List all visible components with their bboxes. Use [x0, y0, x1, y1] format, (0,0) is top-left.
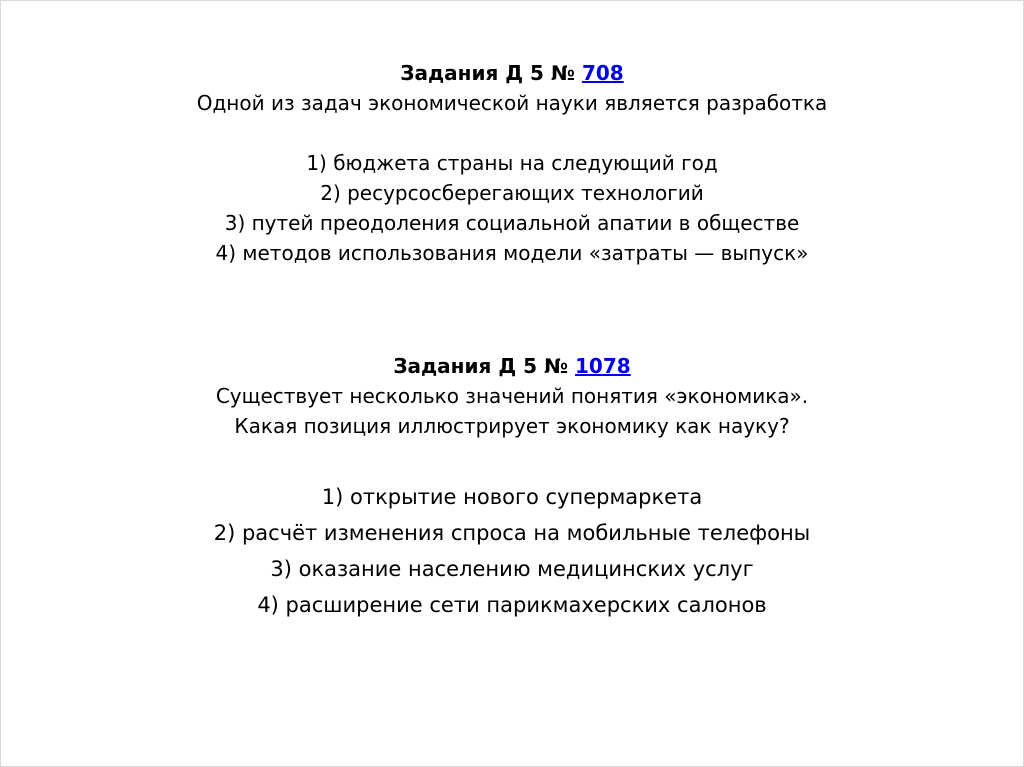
task-1078-number-link[interactable]: 1078	[575, 354, 631, 378]
task-1078-question-line-2: Какая позиция иллюстрирует экономику как науку?	[234, 414, 790, 438]
task-1078-option-1: 1) открытие нового супермаркета	[321, 485, 703, 509]
task-708-option-1: 1) бюджета страны на следующий год	[306, 151, 718, 175]
task-1078-option-4: 4) расширение сети парикмахерских салонов	[257, 593, 767, 617]
task-1078-option-2: 2) расчёт изменения спроса на мобильные телефоны	[213, 521, 811, 545]
task-1078-heading-prefix: Задания Д 5 №	[393, 354, 575, 378]
spacer	[0, 441, 1024, 479]
task-708-options	[0, 148, 1024, 268]
task-1078	[0, 351, 1024, 623]
task-708-number-link[interactable]: 708	[581, 61, 624, 85]
task-1078-option-3: 3) оказание населению медицинских услуг	[270, 557, 754, 581]
task-1078-options	[0, 479, 1024, 623]
task-1078-question-line-1: Существует несколько значений понятия «экономика».	[215, 384, 809, 408]
task-708-heading-prefix: Задания Д 5 №	[400, 61, 582, 85]
task-708-option-2: 2) ресурсосберегающих технологий	[320, 181, 704, 205]
task-708-question: Одной из задач экономической науки является разработка	[196, 91, 828, 115]
task-708-option-4: 4) методов использования модели «затраты — выпуск»	[215, 241, 809, 265]
task-1078-heading	[0, 351, 1024, 381]
task-708-heading	[0, 58, 1024, 88]
task-708-option-3: 3) путей преодоления социальной апатии в обществе	[224, 211, 800, 235]
task-708	[0, 58, 1024, 268]
spacer	[0, 118, 1024, 148]
